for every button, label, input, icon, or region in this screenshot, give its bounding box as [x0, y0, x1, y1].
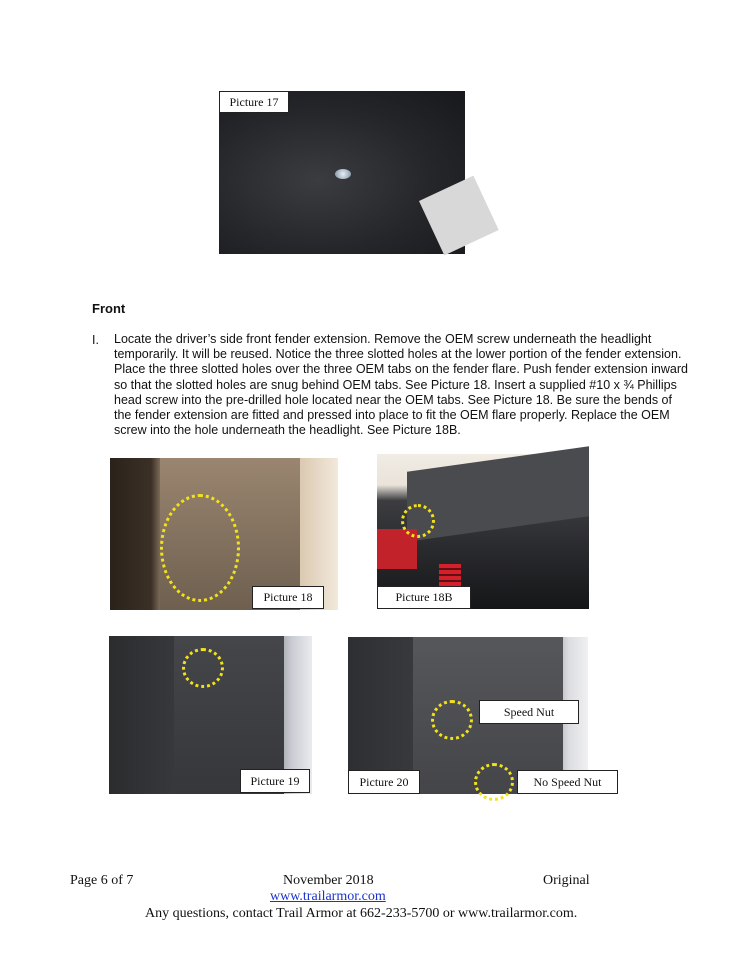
no-speed-nut-ring — [474, 763, 514, 801]
highlight-ring — [401, 504, 435, 538]
footer-website-link[interactable]: www.trailarmor.com — [270, 889, 386, 904]
highlight-ring — [182, 648, 224, 688]
picture-17-label: Picture 17 — [219, 91, 289, 113]
footer-status: Original — [543, 873, 590, 888]
picture-17-photo — [219, 91, 465, 254]
instruction-text: Locate the driver’s side front fender extension. Remove the OEM screw underneath the headlight temporarily. It will be reused. Notice the three slotted holes at the lower portion of the fender extension. Place the three slotted holes over the three OEM tabs on the fender flare. Push fender extension inward so that the slotted holes are snug behind OEM tabs. See Picture 18. Insert a supplied #10 x ¾ Phillips head screw into the pre-drilled hole located near the OEM tabs. See Picture 18. Be sure the bends of the fender extension are fitted and pressed into place to fit the OEM flare properly. Replace the OEM screw into the hole underneath the headlight. See Picture 18B. — [114, 332, 688, 438]
speed-nut-label: Speed Nut — [479, 700, 579, 724]
picture-20-photo — [348, 637, 602, 794]
screw-head — [335, 169, 351, 179]
footer-website-wrap — [270, 889, 386, 905]
fender-edge-shape — [419, 176, 499, 256]
picture-18b-label: Picture 18B — [377, 586, 471, 609]
speed-nut-ring — [431, 700, 473, 740]
picture-18b-photo — [377, 454, 589, 609]
highlight-ring — [160, 494, 240, 602]
picture-18-label: Picture 18 — [252, 586, 324, 609]
picture-19-label: Picture 19 — [240, 769, 310, 793]
fender-panel — [407, 446, 589, 542]
section-heading: Front — [92, 301, 126, 316]
picture-18-photo — [110, 458, 338, 610]
footer-contact: Any questions, contact Trail Armor at 662-233-5700 or www.trailarmor.com. — [145, 906, 578, 921]
footer-page-number: Page 6 of 7 — [70, 873, 134, 888]
footer-date: November 2018 — [283, 873, 374, 888]
picture-19-photo — [109, 636, 312, 794]
picture-20-label: Picture 20 — [348, 770, 420, 794]
no-speed-nut-label: No Speed Nut — [517, 770, 618, 794]
list-marker: I. — [92, 333, 99, 347]
